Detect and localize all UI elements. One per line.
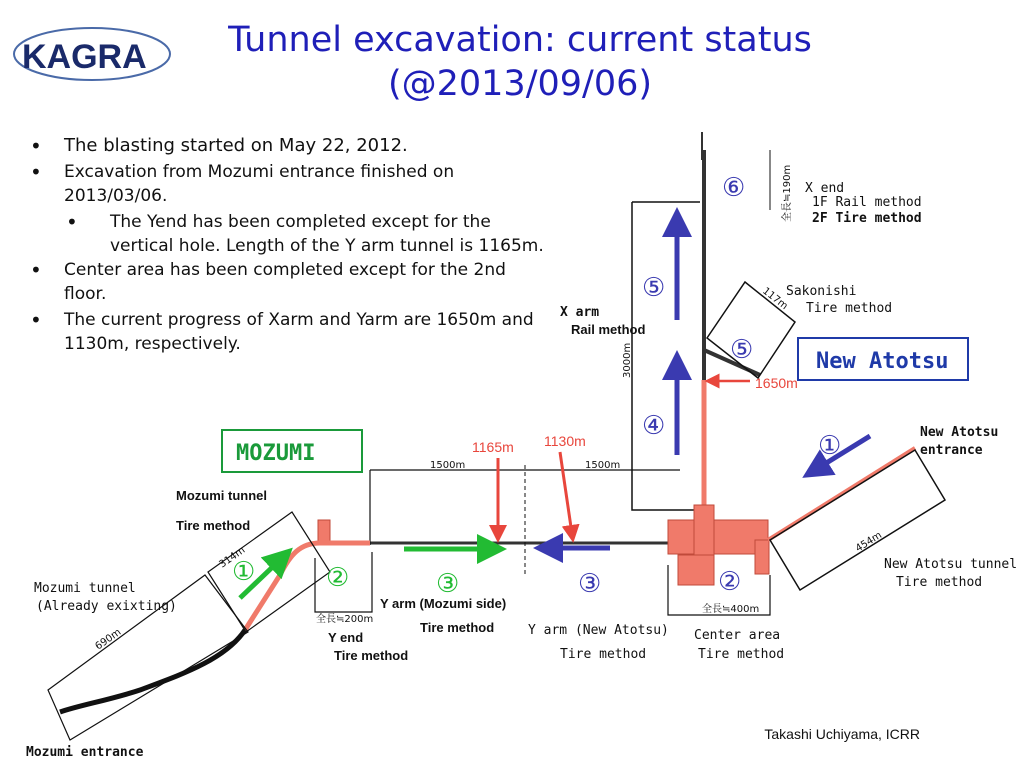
label-mozumi-entrance: Mozumi entrance	[26, 745, 144, 760]
label-y-arm-mozumi: Y arm (Mozumi side)	[380, 596, 507, 611]
dim-3000: 3000m	[622, 342, 633, 378]
label-y-arm-mozumi-method: Tire method	[420, 620, 495, 635]
dim-454: 454m	[853, 529, 885, 555]
label-y-arm-atotsu-method: Tire method	[560, 647, 647, 662]
step-1-atotsu: ①	[818, 431, 842, 461]
step-3-mozumi: ③	[436, 569, 460, 599]
label-x-arm-method: Rail method	[571, 322, 646, 337]
dim-1500a: 1500m	[430, 460, 466, 471]
label-sakonishi: Sakonishi	[786, 284, 857, 299]
label-y-end: Y end	[328, 630, 364, 645]
dim-314: 314m	[217, 544, 248, 571]
dim-200: 全長≒200m	[316, 614, 374, 625]
sub-bullet: • The Yend has been completed except for the vertical hole. Length of the Y arm tunnel is 1165m.	[28, 210, 548, 258]
bullet-2: • Excavation from Mozumi entrance finished on 2013/03/06.	[28, 160, 548, 208]
mozumi-existing-tunnel	[60, 630, 245, 712]
label-mozumi-tunnel-left: Mozumi tunnel	[34, 581, 136, 596]
label-center-area: Center area	[694, 628, 781, 643]
center-area-block	[668, 520, 768, 554]
author-credit: Takashi Uchiyama, ICRR	[764, 726, 920, 742]
step-3-atotsu: ③	[578, 569, 602, 599]
progress-y-total: 1165m	[472, 439, 514, 455]
logo-text: KAGRA	[22, 38, 147, 76]
new-atotsu-tunnel	[768, 448, 915, 540]
step-5-sakonishi: ⑤	[730, 335, 754, 365]
step-2-y-end: ②	[326, 563, 350, 593]
label-new-atotsu-entrance-2: entrance	[920, 443, 983, 458]
step-1-mozumi: ①	[232, 557, 256, 587]
dim-190: 全長≒190m	[782, 164, 793, 222]
bullet-1: • The blasting started on May 22, 2012.	[28, 134, 548, 158]
new-atotsu-box-text: New Atotsu	[816, 349, 949, 374]
mozumi-box-text: MOZUMI	[236, 441, 316, 466]
x-arm-frame	[632, 202, 700, 510]
title-line-1: Tunnel excavation: current status	[228, 20, 812, 60]
dim-400: 全長≒400m	[702, 604, 760, 615]
dim-690: 690m	[93, 626, 124, 653]
title-line-2: (@2013/09/06)	[387, 64, 653, 104]
label-x-end-2f: 2F Tire method	[812, 211, 922, 226]
label-mozumi-tunnel-top-method: Tire method	[176, 518, 251, 533]
label-x-end-1f: 1F Rail method	[812, 195, 922, 210]
label-sakonishi-method: Tire method	[806, 301, 893, 316]
label-new-atotsu-tunnel-method: Tire method	[896, 575, 983, 590]
progress-y-now: 1130m	[544, 433, 586, 449]
center-area-block-3	[678, 555, 714, 585]
bullet-3: • Center area has been completed except for the 2nd floor.	[28, 258, 548, 306]
dim-117: 117m	[760, 285, 790, 313]
label-new-atotsu-entrance-1: New Atotsu	[920, 425, 999, 440]
label-center-area-method: Tire method	[698, 647, 785, 662]
label-x-end: X end	[805, 181, 845, 196]
label-y-end-method: Tire method	[334, 648, 409, 663]
step-4: ④	[642, 411, 666, 441]
label-mozumi-tunnel-left-note: (Already exixting)	[36, 599, 177, 614]
step-2-center: ②	[718, 567, 742, 597]
dim-1500b: 1500m	[585, 460, 621, 471]
label-x-arm: X arm	[560, 305, 600, 320]
label-y-arm-atotsu: Y arm (New Atotsu)	[528, 623, 669, 638]
center-area-block-4	[755, 540, 769, 574]
y-end-block	[318, 520, 330, 544]
progress-arrow-1130	[560, 452, 572, 534]
label-new-atotsu-tunnel: New Atotsu tunnel	[884, 557, 1018, 572]
step-6: ⑥	[722, 173, 746, 203]
bullet-4: • The current progress of Xarm and Yarm are 1650m and 1130m, respectively.	[28, 308, 548, 356]
step-5-x-arm: ⑤	[642, 273, 666, 303]
progress-x-now: 1650m	[755, 375, 798, 391]
label-mozumi-tunnel-top: Mozumi tunnel	[176, 488, 267, 503]
